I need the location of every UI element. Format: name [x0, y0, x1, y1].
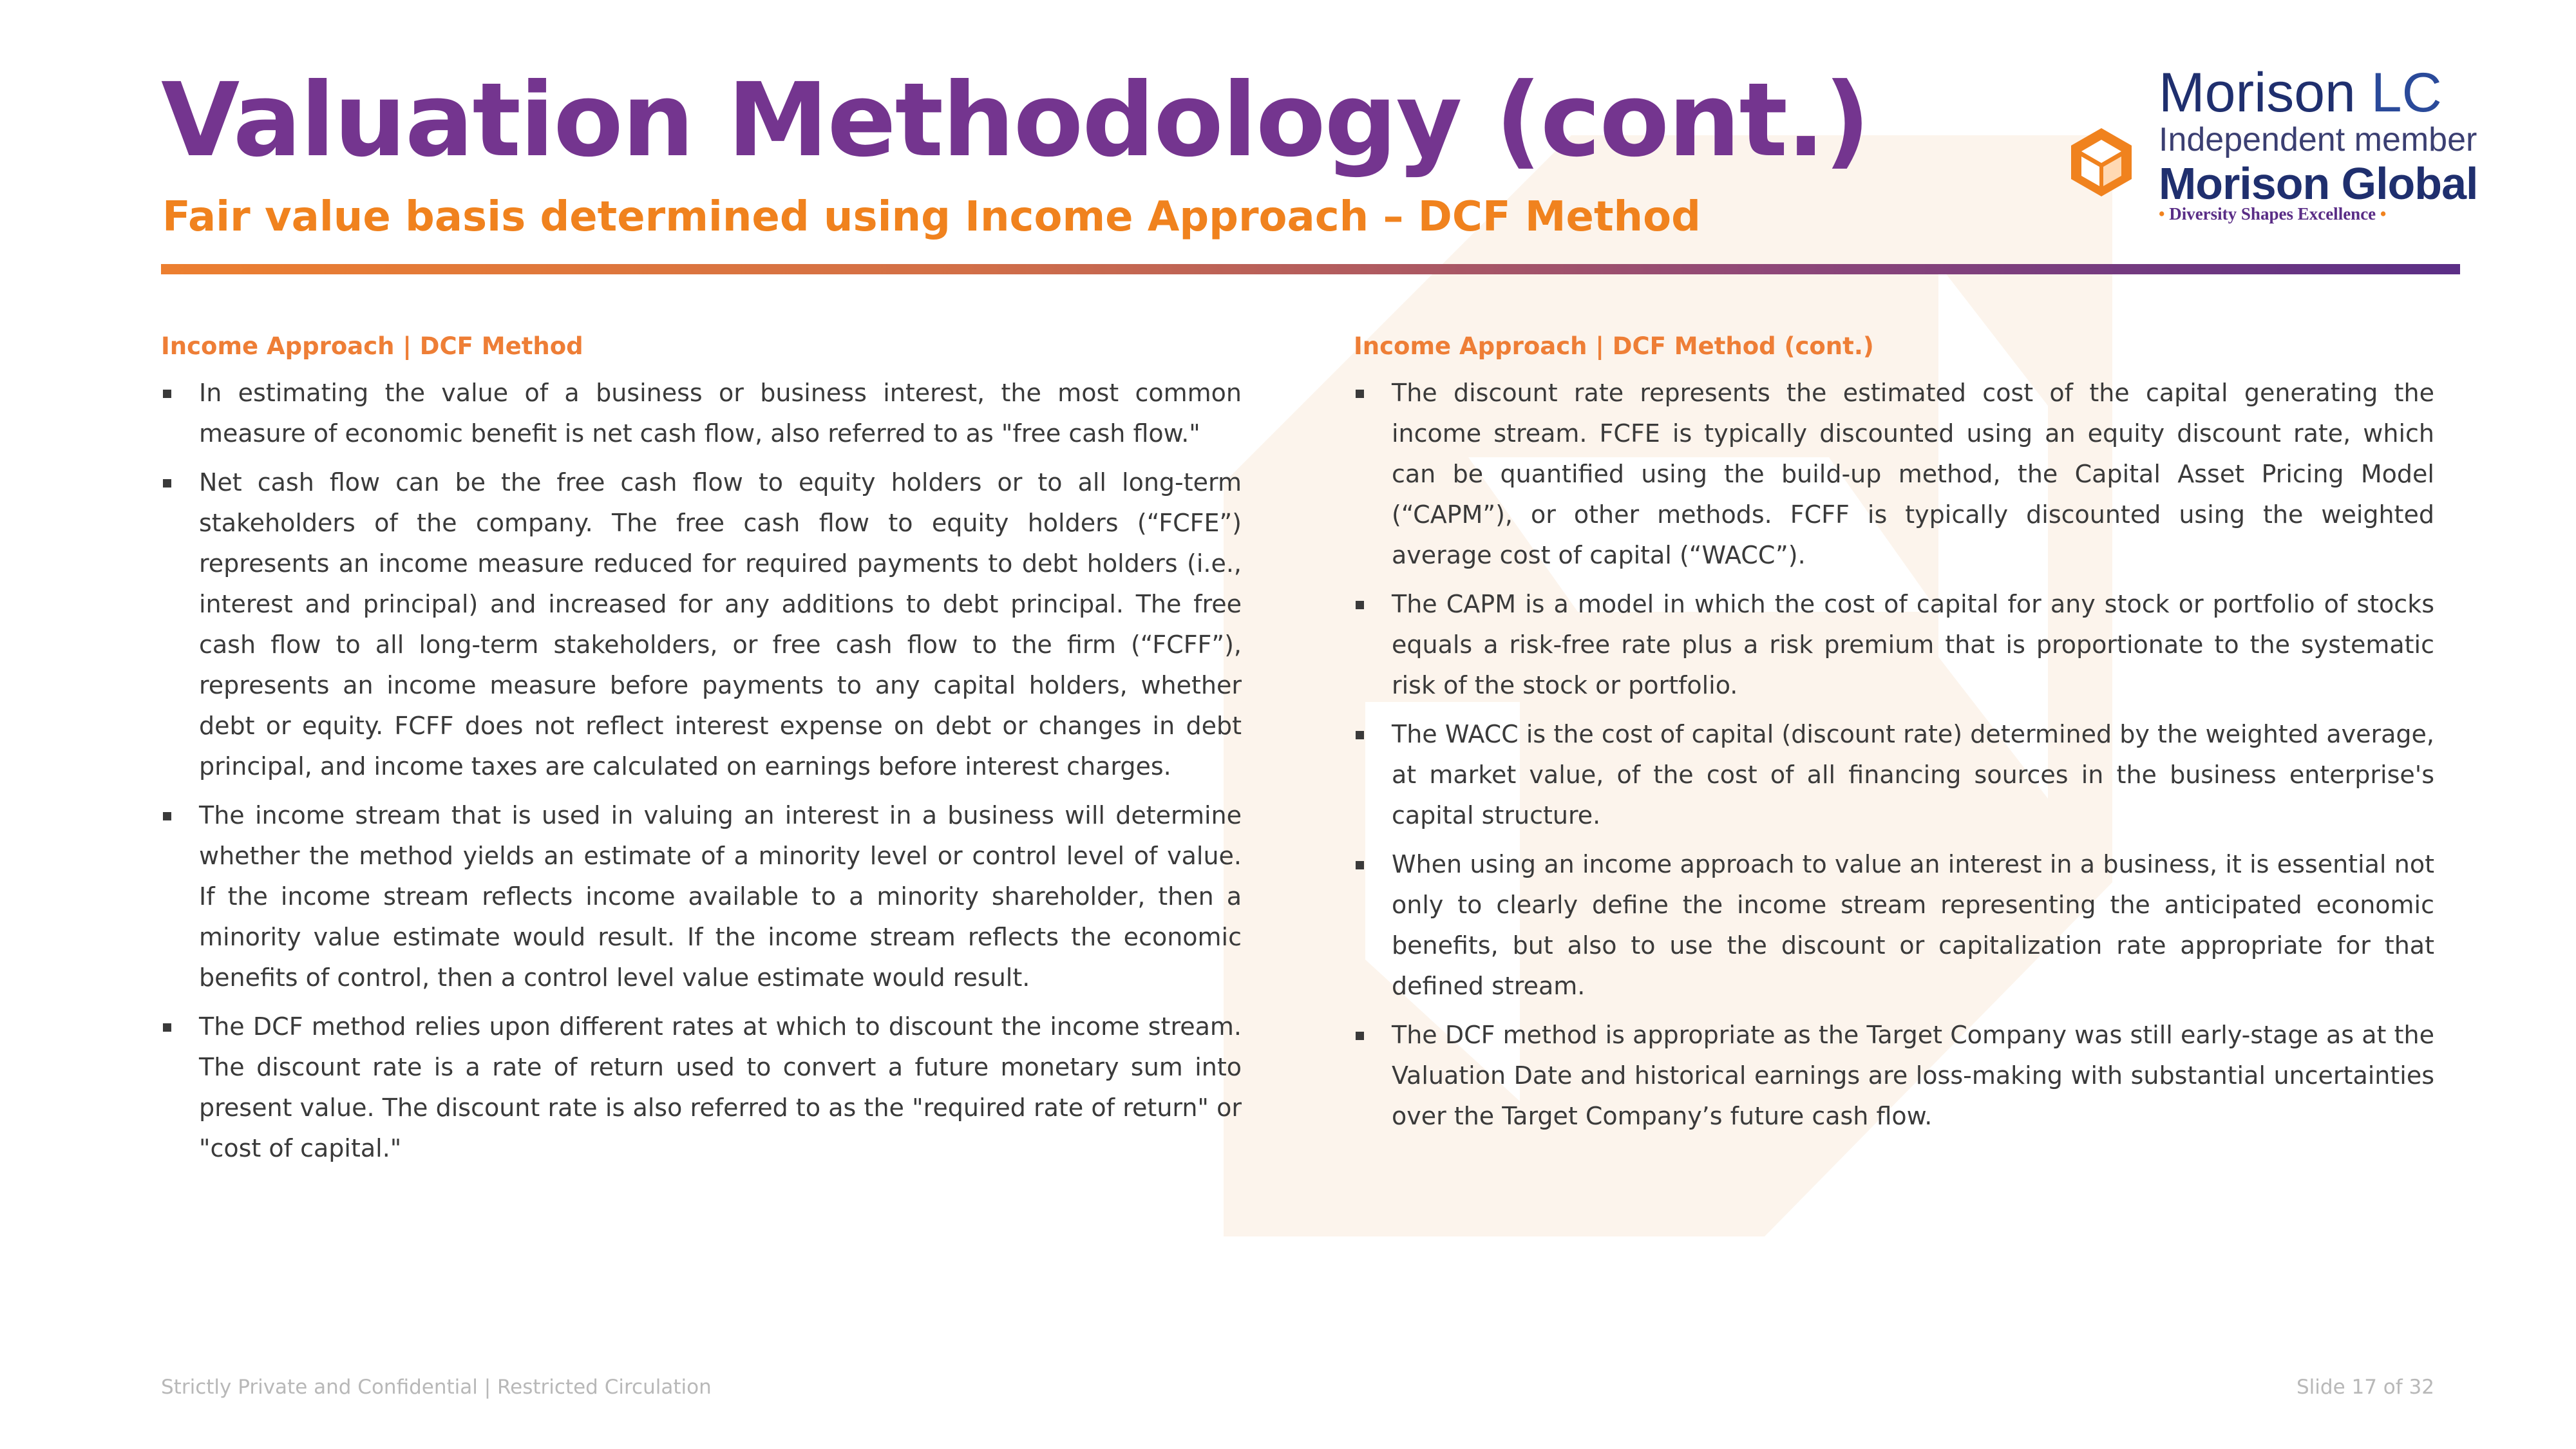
list-item	[161, 373, 1242, 454]
bullet-text: The discount rate represents the estimated cost of the capital generating the income stream. FCFE is typically discounted using an equity discount rate, which can be quantified using the build-up method, the Capital Asset Pricing Model (“CAPM”), or other methods. FCFF is typically discounted using the weighted average cost of capital (“WACC”).	[1392, 379, 2434, 569]
right-bullet-list	[1354, 373, 2434, 1137]
list-item	[1354, 714, 2434, 836]
logo-brand-name: Morison	[2159, 62, 2371, 124]
bullet-square-icon	[163, 390, 171, 398]
list-item	[1354, 844, 2434, 1007]
left-section-heading: Income Approach | DCF Method	[161, 332, 583, 360]
bullet-square-icon	[1356, 601, 1364, 609]
footer-confidentiality: Strictly Private and Confidential | Restricted Circulation	[161, 1376, 712, 1399]
page-title: Valuation Methodology (cont.)	[161, 61, 1870, 180]
header-divider	[161, 264, 2460, 274]
orange-hexagon-cube-icon	[2066, 127, 2137, 198]
bullet-square-icon	[1356, 1032, 1364, 1040]
right-section-heading: Income Approach | DCF Method (cont.)	[1354, 332, 1874, 360]
logo-member-line: Independent member	[2159, 121, 2477, 158]
bullet-square-icon	[1356, 861, 1364, 869]
logo-tagline-text: Diversity Shapes Excellence	[2169, 204, 2376, 223]
list-item	[1354, 1015, 2434, 1137]
bullet-text: In estimating the value of a business or business interest, the most common measure of economic benefit is net cash flow, also referred to as "free cash flow."	[199, 379, 1242, 448]
bullet-square-icon	[1356, 731, 1364, 739]
logo-brand-suffix: LC	[2371, 62, 2442, 124]
bullet-square-icon	[163, 1023, 171, 1032]
list-item	[161, 795, 1242, 998]
right-column	[1354, 332, 2434, 1145]
company-logo	[2061, 61, 2478, 229]
bullet-text: When using an income approach to value an interest in a business, it is essential not only to clearly define the income stream representing the anticipated economic benefits, but also to use the discount or capitalization rate appropriate for that defined stream.	[1392, 850, 2434, 1000]
bullet-text: The WACC is the cost of capital (discount rate) determined by the weighted average, at market value, of the cost of all financing sources in the business enterprise's capital structure.	[1392, 720, 2434, 829]
page-subtitle: Fair value basis determined using Income Approach – DCF Method	[162, 193, 1701, 241]
bullet-text: The DCF method relies upon different rates at which to discount the income stream. The discount rate is a rate of return used to convert a future monetary sum into present value. The discount rate is also referred to as the "required rate of return" or "cost of capital."	[199, 1012, 1242, 1162]
bullet-text: Net cash flow can be the free cash flow to equity holders or to all long-term stakeholders of the company. The free cash flow to equity holders (“FCFE”) represents an income measure reduced for required payments to debt holders (i.e., interest and principal) and increased for any additions to debt principal. The free cash flow to all long-term stakeholders, or free cash flow to the firm (“FCFF”), represents an income measure before payments to any capital holders, whether debt or equity. FCFF does not reflect interest expense on debt or changes in debt principal, and income taxes are calculated on earnings before interest charges.	[199, 468, 1242, 781]
list-item	[1354, 373, 2434, 576]
list-item	[161, 1007, 1242, 1169]
logo-brand-text	[2159, 61, 2442, 125]
bullet-text: The DCF method is appropriate as the Target Company was still early-stage as at the Valuation Date and historical earnings are loss-making with substantial uncertainties over the Target Company’s future cash flow.	[1392, 1021, 2434, 1130]
bullet-square-icon	[163, 812, 171, 820]
logo-tagline: • Diversity Shapes Excellence •	[2159, 204, 2387, 223]
bullet-text: The income stream that is used in valuing an interest in a business will determine whether the method yields an estimate of a minority level or control level of value. If the income stream reflects income available to a minority shareholder, then a minority value estimate would result. If the income stream reflects the economic benefits of control, then a control level value estimate would result.	[199, 801, 1242, 992]
left-bullet-list	[161, 373, 1242, 1169]
left-column	[161, 332, 1242, 1177]
logo-network-name: Morison Global	[2159, 158, 2478, 209]
bullet-square-icon	[163, 479, 171, 488]
bullet-text: The CAPM is a model in which the cost of capital for any stock or portfolio of stocks equals a risk-free rate plus a risk premium that is proportionate to the systematic risk of the stock or portfolio.	[1392, 590, 2434, 699]
list-item	[1354, 584, 2434, 706]
slide-number: Slide 17 of 32	[2297, 1376, 2434, 1399]
list-item	[161, 462, 1242, 787]
bullet-square-icon	[1356, 390, 1364, 398]
